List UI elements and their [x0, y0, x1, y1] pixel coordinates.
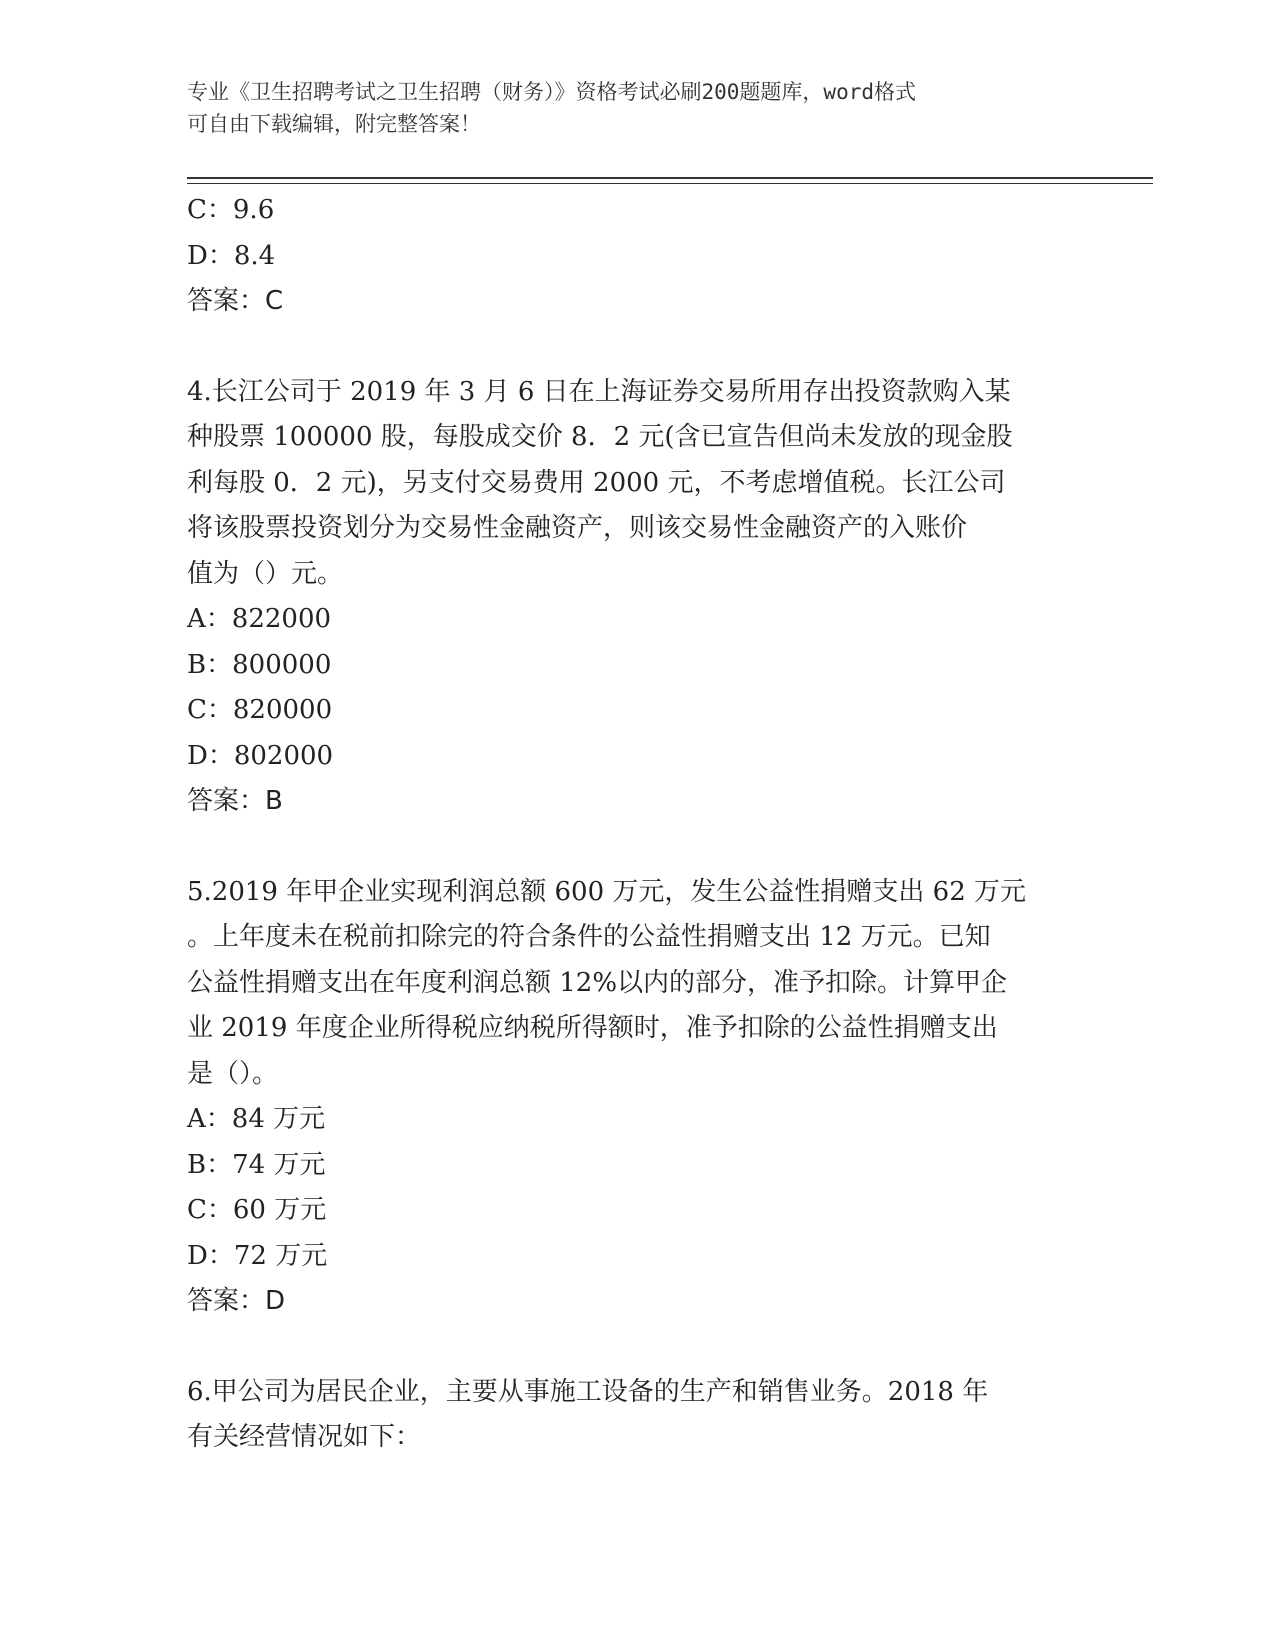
spacer — [187, 825, 1077, 870]
question-4-text-line: 值为（）元。 — [187, 558, 344, 589]
question-5-text-line: 5.2019 年甲企业实现利润总额 600 万元，发生公益性捐赠支出 62 万元 — [187, 876, 1027, 907]
question-5-option-d: D：72 万元 — [187, 1240, 328, 1271]
question-6 — [187, 1370, 1077, 1461]
question-4-option-a: A：822000 — [187, 604, 332, 634]
question-4-text-line: 种股票 100000 股，每股成交价 8．2 元(含已宣告但尚未发放的现金股 — [187, 422, 1013, 452]
question-3-answer: 答案：C — [187, 286, 284, 316]
header-title-line-2: 可自由下载编辑，附完整答案！ — [187, 112, 481, 136]
question-5-text-line: 。上年度未在税前扣除完的符合条件的公益性捐赠支出 12 万元。已知 — [187, 922, 991, 952]
question-5-text-line: 业 2019 年度企业所得税应纳税所得额时，准予扣除的公益性捐赠支出 — [187, 1013, 998, 1043]
question-4-option-b: B：800000 — [187, 649, 332, 680]
question-5-text-line: 公益性捐赠支出在年度利润总额 12%以内的部分，准予扣除。计算甲企 — [187, 967, 1008, 998]
spacer — [187, 325, 1077, 370]
page-header — [187, 76, 1087, 140]
spacer — [187, 1325, 1077, 1370]
question-3-option-c: C：9.6 — [187, 195, 275, 225]
question-4-option-d: D：802000 — [187, 740, 334, 771]
question-4-option-c: C：820000 — [187, 695, 333, 725]
question-5 — [187, 870, 1077, 1325]
question-3-option-d: D：8.4 — [187, 240, 276, 271]
question-3-tail — [187, 188, 1077, 325]
header-divider-thick — [187, 177, 1153, 179]
document-body — [187, 188, 1077, 1461]
question-5-option-b: B：74 万元 — [187, 1149, 326, 1180]
question-6-text-line: 6.甲公司为居民企业，主要从事施工设备的生产和销售业务。2018 年 — [187, 1376, 989, 1407]
question-5-option-c: C：60 万元 — [187, 1195, 327, 1225]
question-4 — [187, 370, 1077, 825]
header-title-line-1: 专业《卫生招聘考试之卫生招聘（财务）》资格考试必刷200题题库，word格式 — [187, 80, 916, 104]
question-4-text-line: 利每股 0．2 元)，另支付交易费用 2000 元，不考虑增值税。长江公司 — [187, 467, 1006, 498]
question-6-text-line: 有关经营情况如下： — [187, 1422, 422, 1452]
header-divider-thin — [187, 183, 1153, 184]
question-5-option-a: A：84 万元 — [187, 1104, 326, 1134]
question-4-text-line: 4.长江公司于 2019 年 3 月 6 日在上海证券交易所用存出投资款购入某 — [187, 376, 1011, 407]
question-5-text-line: 是（）。 — [187, 1058, 279, 1089]
question-4-text-line: 将该股票投资划分为交易性金融资产，则该交易性金融资产的入账价 — [187, 513, 968, 543]
question-4-answer: 答案：B — [187, 786, 283, 816]
question-5-answer: 答案：D — [187, 1286, 286, 1316]
